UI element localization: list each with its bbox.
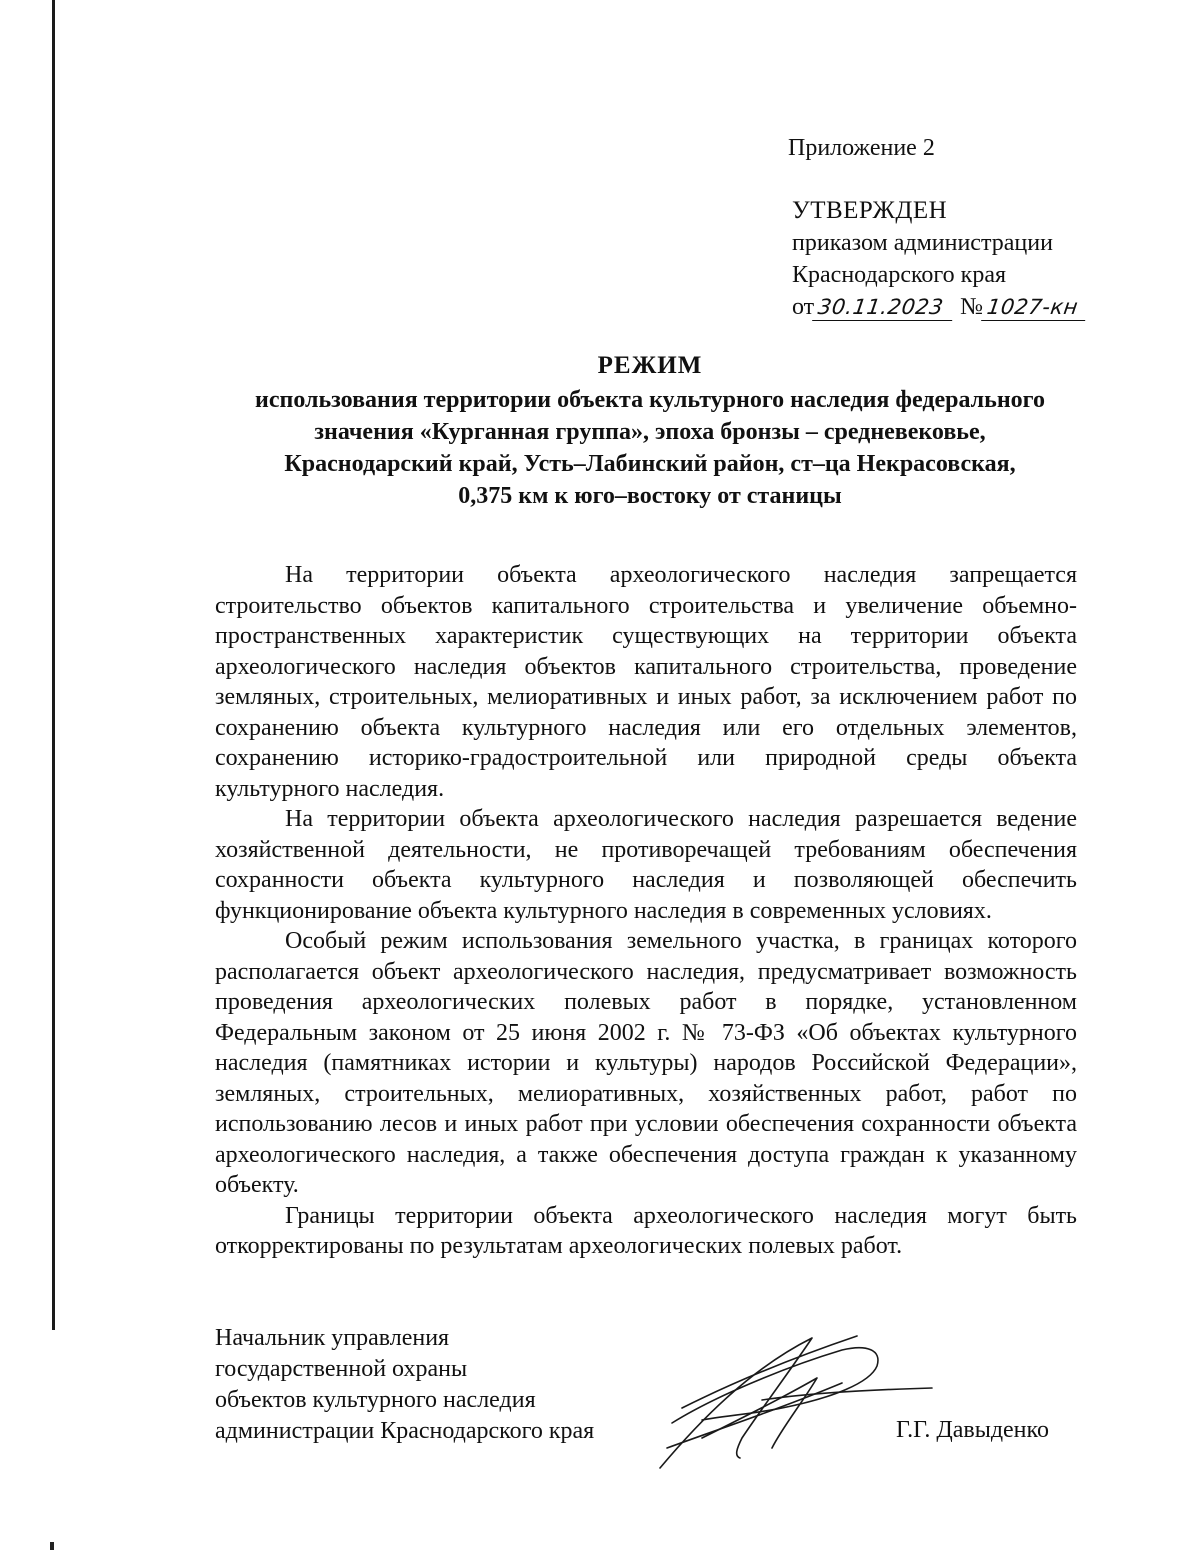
position-line-4: администрации Краснодарского края <box>215 1418 595 1444</box>
scan-edge-line <box>52 0 55 1330</box>
title-line-3: Краснодарский край, Усть–Лабинский район, ст–ца Некрасовская, <box>284 451 1016 477</box>
date-prefix: от <box>792 294 815 320</box>
handwritten-date: 30.11.2023 <box>812 294 956 321</box>
paragraph-3: Особый режим использования земельного участка, в границах которого располагается объект археологического наследия, предусматривает возможность проведения археологических полевых работ в порядке, установленном Федеральным законом от 25 июня 2002 г. № 73-ФЗ «Об объектах культурного наследия (памятниках истории и культуры) народов Российской Федерации», земляных, строительных, мелиоративных, хозяйственных работ, работ по использованию лесов и иных работ при условии обеспечения сохранности объекта археологического наследия, а также обеспечения доступа граждан к указанному объекту. <box>215 928 1077 1198</box>
approval-stamp-block <box>792 195 1087 323</box>
scan-mark <box>50 1542 54 1550</box>
number-prefix: № <box>960 294 984 320</box>
title-line-1: использования территории объекта культурного наследия федерального <box>255 387 1045 413</box>
signer-name: Г.Г. Давыденко <box>896 1417 1049 1443</box>
paragraph-2: На территории объекта археологического наследия разрешается ведение хозяйственной деятельности, не противоречащей требованиям обеспечения сохранности объекта культурного наследия и позволяющей обеспечить функционирование объекта культурного наследия в современных условиях. <box>215 806 1077 924</box>
signatory-position <box>215 1323 594 1447</box>
title-line-4: 0,375 км к юго–востоку от станицы <box>458 483 842 509</box>
handwritten-number: 1027-кн <box>981 294 1089 321</box>
position-line-1: Начальник управления <box>215 1325 450 1351</box>
document-body <box>215 560 1077 1262</box>
order-date-number-line <box>792 291 1087 323</box>
paragraph-1: На территории объекта археологического наследия запрещается строительство объектов капитального строительства и увеличение объемно-пространственных характеристик существующих на территории объекта археологического наследия объектов капитального строительства, проведение земляных, строительных, мелиоративных и иных работ, за исключением работ по сохранению объекта культурного наследия или его отдельных элементов, сохранению историко-градостроительной или природной среды объекта культурного наследия. <box>215 562 1077 802</box>
approved-line-1: приказом администрации <box>792 230 1053 256</box>
title-heading: РЕЖИМ <box>597 352 703 379</box>
title-line-2: значения «Курганная группа», эпоха бронзы – средневековье, <box>314 419 986 445</box>
handwritten-signature <box>642 1328 942 1478</box>
appendix-label: Приложение 2 <box>788 135 935 161</box>
approved-line-2: Краснодарского края <box>792 262 1007 288</box>
position-line-3: объектов культурного наследия <box>215 1387 536 1413</box>
position-line-2: государственной охраны <box>215 1356 468 1382</box>
approved-title: УТВЕРЖДЕН <box>792 197 948 224</box>
paragraph-4: Границы территории объекта археологического наследия могут быть откорректированы по результатам археологических полевых работ. <box>215 1202 1077 1259</box>
document-title <box>150 350 1150 512</box>
